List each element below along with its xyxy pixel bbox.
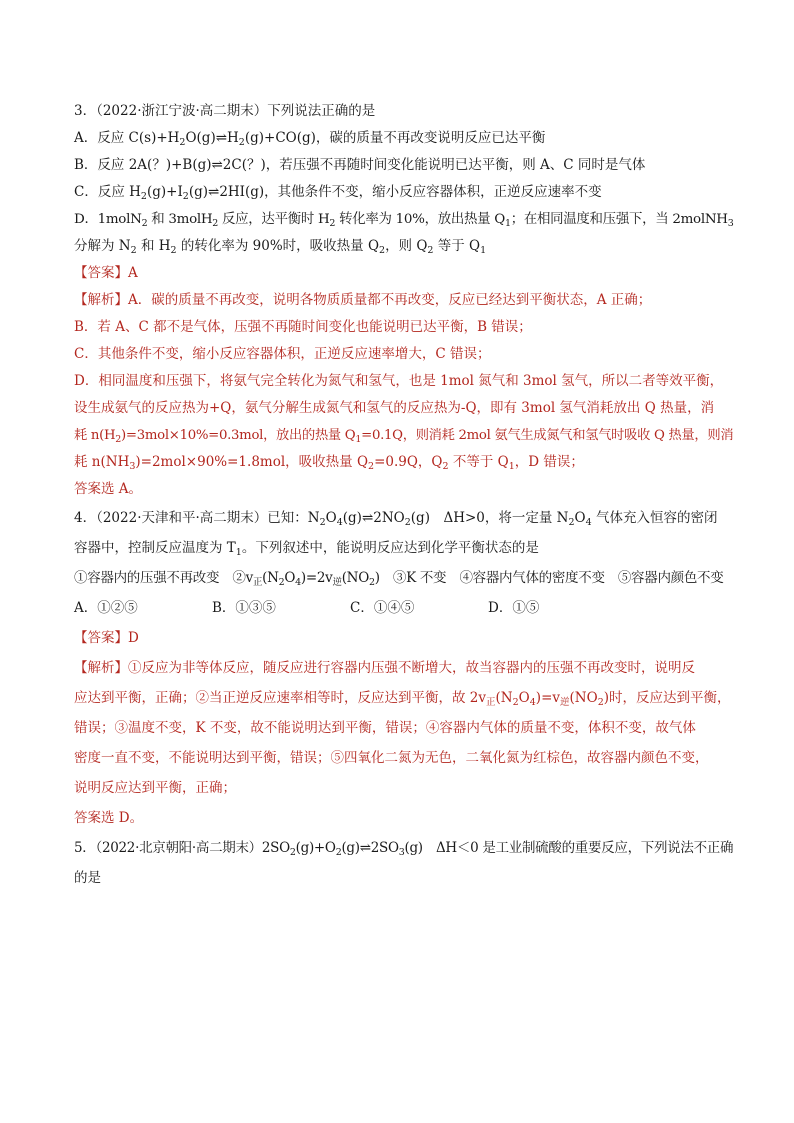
answer-tag: 【答案】 [74, 265, 128, 281]
q3-option-c: C．反应 $H_2(g)+I_2(g)\rightleftharpoons 2HI(g)$，其他条件不变，缩小反应容器体积，正逆反应速率不变 [74, 184, 602, 202]
q3-analysis-5: 设生成氨气的反应热为+Q，氨气分解生成氮气和氢气的反应热为-Q，即有 3mol 氢气消耗放出 Q 热量，消 [74, 400, 715, 416]
q4-analysis-3: 错误；③温度不变，K 不变，故不能说明达到平衡，错误；④容器内气体的质量不变，体积不变，故气体 [74, 720, 696, 736]
q3-answer [74, 260, 734, 287]
answer-tag: 【答案】 [74, 630, 128, 646]
q4-analysis-1: 【解析】①反应为非等体反应，随反应进行容器内压强不断增大，故当容器内的压强不再改变时，说明反 [74, 660, 695, 676]
document-content [74, 98, 734, 893]
analysis-tag: 【解析】 [74, 292, 128, 308]
q4-option-c: C．①④⑤ [350, 600, 415, 616]
q4-stem: 4．（2022·天津和平·高二期末）已知：$N_2O_4(g)\rightleftharpoons 2NO_2(g)$ ΔH>0，将一定量 $N_2O_4$ 气体充入恒容的密闭 [74, 510, 718, 528]
q3-analysis-7: 耗 $n(NH_3)=2mol\times 90\%=1.8mol$，吸收热量 $Q_2=0.9Q$，$Q_2$ 不等于 $Q_1$，D 错误； [74, 454, 584, 472]
q3-analysis-3: C．其他条件不变，缩小反应容器体积，正逆反应速率增大，C 错误； [74, 346, 491, 362]
q5-stem-2: 的是 [74, 870, 101, 886]
q3-final-answer: 答案选 A。 [74, 481, 143, 497]
q4-analysis-4: 密度一直不变，不能说明达到平衡，错误；⑤四氧化二氮为无色，二氧化氮为红棕色，故容器内颜色不变， [74, 750, 709, 766]
q4-conditions: ①容器内的压强不再改变 $②v_正(N_2O_4)=2v_逆(NO_2)$ ③K 不变 ④容器内气体的密度不变 ⑤容器内颜色不变 [74, 570, 724, 588]
q3-stem: 3．（2022·浙江宁波·高二期末）下列说法正确的是 [74, 103, 376, 119]
q5-stem: 5．（2022·北京朝阳·高二期末）$2SO_2(g)+O_2(g)\rightleftharpoons 2SO_3(g)$ ΔH＜0 是工业制硫酸的重要反应，下列说法不正确 [74, 840, 734, 858]
q4-option-b: B．①③⑤ [212, 600, 276, 616]
q4-final-answer: 答案选 D。 [74, 810, 144, 826]
q4-option-d: D．①⑤ [488, 600, 540, 616]
q3-option-a: A．反应 $C(s)+H_2O(g)\rightleftharpoons H_2(g)+CO(g)$，碳的质量不再改变说明反应已达平衡 [74, 130, 546, 148]
q3-analysis-6: 耗 $n(H_2)=3mol\times 10\%=0.3mol$，放出的热量 $Q_1=0.1Q$，则消耗 2mol 氨气生成氮气和氢气时吸收 Q 热量，则消 [74, 428, 734, 445]
q3-analysis-2: B．若 A、C 都不是气体，压强不再随时间变化也能说明已达平衡，B 错误； [74, 319, 532, 335]
q4-analysis-5: 说明反应达到平衡，正确； [74, 780, 236, 796]
q3-option-d-line2: 分解为 $N_2$ 和 $H_2$ 的转化率为 90%时，吸收热量 $Q_2$，则 $Q_2$ 等于 $Q_1$ [74, 238, 487, 256]
q4-answer [74, 623, 734, 653]
analysis-tag: 【解析】 [74, 660, 128, 676]
answer-value: D [128, 630, 139, 646]
q4-options [74, 593, 734, 623]
q4-stem-2: 容器中，控制反应温度为 $T_1$。下列叙述中，能说明反应达到化学平衡状态的是 [74, 540, 539, 558]
q4-analysis-2: 应达到平衡，正确；②当正逆反应速率相等时，反应达到平衡，故 $2v_正(N_2O_4)=v_逆(NO_2)$时，反应达到平衡， [74, 690, 731, 708]
q3-analysis-4: D．相同温度和压强下，将氨气完全转化为氮气和氢气，也是 1mol 氮气和 3mol 氢气，所以二者等效平衡， [74, 373, 724, 389]
q3-option-d-line1: D．1molN$_2$ 和 3molH$_2$ 反应，达平衡时 $H_2$ 转化率为 10%，放出热量 $Q_1$；在相同温度和压强下，当 2molNH$_3$ [74, 212, 734, 229]
q4-option-a: A．①②⑤ [74, 600, 138, 616]
answer-value: A [128, 265, 138, 281]
q3-analysis-1: 【解析】A．碳的质量不再改变，说明各物质质量都不再改变，反应已经达到平衡状态，A 正确； [74, 292, 652, 308]
q3-option-b: B．反应 2A(？)+B(g)⇌2C(？)，若压强不再随时间变化能说明已达平衡，则 A、C 同时是气体 [74, 157, 646, 173]
